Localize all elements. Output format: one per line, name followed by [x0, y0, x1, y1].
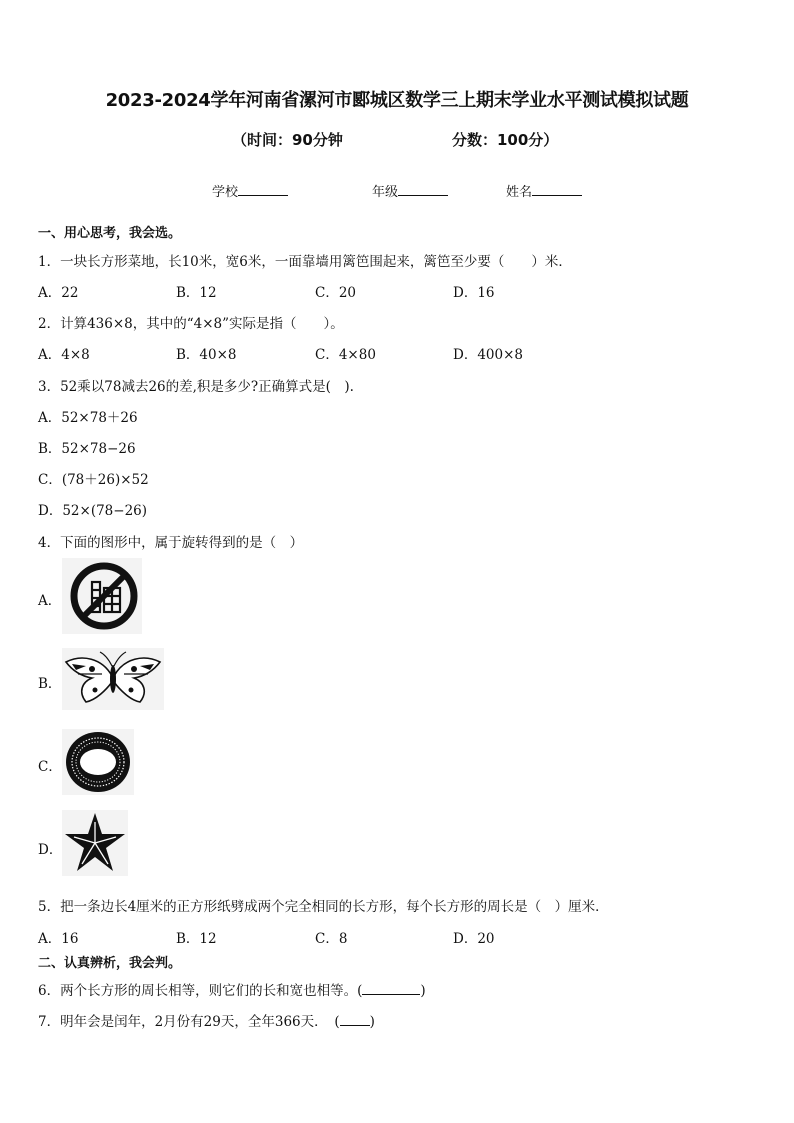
q4-option-a[interactable]: A．	[38, 593, 62, 609]
question-2: 2．计算436×8，其中的“4×8”实际是指（ ）。	[38, 316, 344, 332]
q3-option-c[interactable]: C．(78＋26)×52	[38, 472, 149, 488]
q3-option-d[interactable]: D．52×(78−26)	[38, 503, 148, 519]
exam-time: （时间：90分钟	[232, 131, 343, 149]
school-blank[interactable]	[238, 182, 288, 196]
question-5: 5．把一条边长4厘米的正方形纸劈成两个完全相同的长方形，每个长方形的周长是（ ）厘米．	[38, 899, 609, 915]
question-7	[38, 1010, 375, 1030]
ring-icon	[62, 729, 134, 795]
q1-option-d[interactable]: D．16	[453, 285, 495, 301]
question-7-text: 7．明年会是闰年，2月份有29天，全年366天． (	[38, 1014, 340, 1030]
school-label: 学校	[212, 185, 239, 200]
q5-option-d[interactable]: D．20	[453, 931, 495, 947]
q2-option-a[interactable]: A．4×8	[38, 347, 90, 363]
school-field	[212, 181, 288, 200]
q7-answer-blank[interactable]	[340, 1013, 370, 1026]
name-blank[interactable]	[532, 182, 582, 196]
q3-option-b[interactable]: B．52×78−26	[38, 441, 136, 457]
q4-option-b[interactable]: B．	[38, 676, 62, 692]
q2-option-c[interactable]: C．4×80	[315, 347, 376, 363]
question-6	[38, 979, 426, 999]
butterfly-icon	[62, 648, 164, 710]
q5-option-a[interactable]: A．16	[38, 931, 79, 947]
no-sign-icon	[62, 558, 142, 634]
q5-option-c[interactable]: C．8	[315, 931, 348, 947]
q1-option-b[interactable]: B．12	[176, 285, 217, 301]
section-1-title: 一、用心思考，我会选。	[38, 226, 182, 241]
exam-title: 2023-2024学年河南省漯河市郾城区数学三上期末学业水平测试模拟试题	[105, 90, 689, 111]
question-6-close: )	[420, 983, 426, 999]
q4-option-c[interactable]: C．	[38, 759, 62, 775]
q3-option-a[interactable]: A．52×78＋26	[38, 410, 138, 426]
exam-score: 分数：100分）	[452, 131, 559, 149]
q5-option-b[interactable]: B．12	[176, 931, 217, 947]
question-6-text: 6．两个长方形的周长相等，则它们的长和宽也相等。(	[38, 983, 363, 999]
name-field	[506, 181, 582, 200]
question-3: 3．52乘以78减去26的差,积是多少?正确算式是( ).	[38, 379, 354, 395]
q1-option-a[interactable]: A．22	[38, 285, 79, 301]
name-label: 姓名	[506, 185, 533, 200]
question-7-close: )	[369, 1014, 375, 1030]
grade-blank[interactable]	[398, 182, 448, 196]
grade-label: 年级	[372, 185, 399, 200]
star-icon	[62, 810, 128, 876]
q1-option-c[interactable]: C．20	[315, 285, 357, 301]
grade-field	[372, 181, 448, 200]
question-4: 4．下面的图形中，属于旋转得到的是（ ）	[38, 535, 304, 551]
q2-option-d[interactable]: D．400×8	[453, 347, 523, 363]
q6-answer-blank[interactable]	[362, 982, 420, 995]
q2-option-b[interactable]: B．40×8	[176, 347, 237, 363]
question-1: 1．一块长方形菜地，长10米，宽6米，一面靠墙用篱笆围起来，篱笆至少要（ ）米．	[38, 254, 572, 270]
q4-option-d[interactable]: D．	[38, 842, 63, 858]
section-2-title: 二、认真辨析，我会判。	[38, 956, 182, 971]
